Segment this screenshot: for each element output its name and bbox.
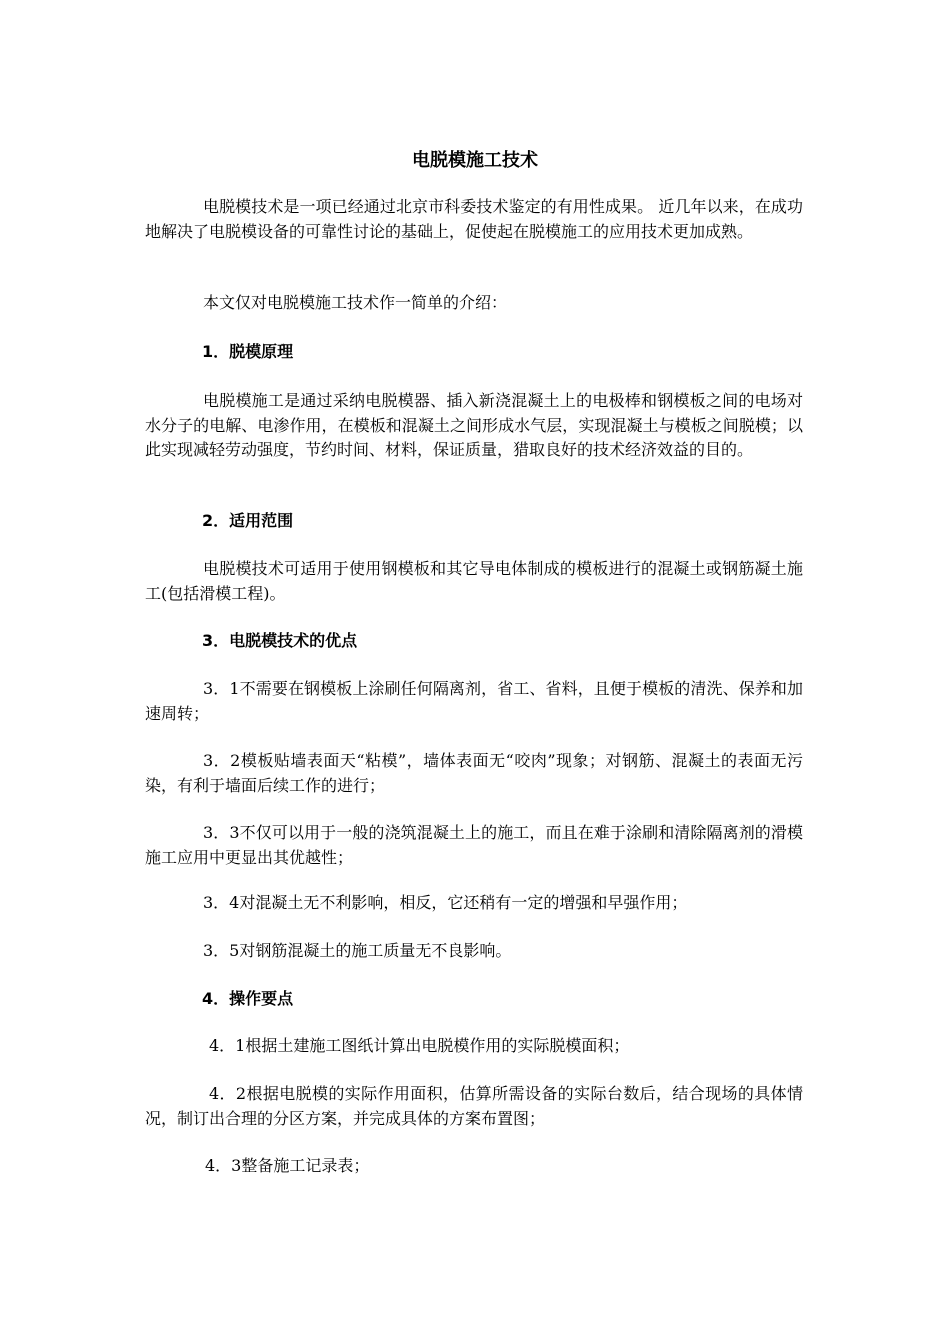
section-heading-2: 2．适用范围 [202,511,294,530]
section-heading-3: 3．电脱模技术的优点 [202,631,358,650]
document-title: 电脱模施工技术 [412,150,538,171]
section-heading-4: 4．操作要点 [202,989,294,1008]
section-3-item-2: 3．2模板贴墙表面天“粘模”，墙体表面无“咬肉”现象；对钢筋、混凝土的表面无污染，有利于墙面后续工作的进行； [145,751,803,795]
intro-paragraph-1: 电脱模技术是一项已经通过北京市科委技术鉴定的有用性成果。 近几年以来，在成功地解决了电脱模设备的可靠性讨论的基础上，促使起在脱模施工的应用技术更加成熟。 [145,197,803,241]
section-3-item-1: 3．1不需要在钢模板上涂刷任何隔离剂，省工、省料，且便于模板的清洗、保养和加速周转； [145,679,803,723]
section-3-item-4: 3．4对混凝土无不利影响，相反，它还稍有一定的增强和早强作用； [203,893,688,912]
section-2-paragraph: 电脱模技术可适用于使用钢模板和其它导电体制成的模板进行的混凝土或钢筋凝土施工(包括滑模工程)。 [145,559,803,603]
section-4-item-1: 4．1根据土建施工图纸计算出电脱模作用的实际脱模面积； [209,1036,630,1055]
section-4-item-3: 4．3整备施工记录表； [205,1156,370,1175]
section-1-paragraph: 电脱模施工是通过采纳电脱模器、插入新浇混凝土上的电极棒和钢模板之间的电场对水分子的电解、电渗作用，在模板和混凝土之间形成水气层，实现混凝土与模板之间脱模；以此实现减轻劳动强度，节约时间、材料，保证质量，猎取良好的技术经济效益的目的。 [145,391,803,459]
section-3-item-3: 3．3不仅可以用于一般的浇筑混凝土上的施工，而且在难于涂刷和清除隔离剂的滑模施工应用中更显出其优越性； [145,823,803,867]
intro-paragraph-2: 本文仅对电脱模施工技术作一简单的介绍： [203,293,508,312]
section-heading-1: 1．脱模原理 [202,342,294,361]
section-3-item-5: 3．5对钢筋混凝土的施工质量无不良影响。 [203,941,512,960]
section-4-item-2: 4．2根据电脱模的实际作用面积，估算所需设备的实际台数后，结合现场的具体情况，制订出合理的分区方案，并完成具体的方案布置图； [145,1084,803,1128]
